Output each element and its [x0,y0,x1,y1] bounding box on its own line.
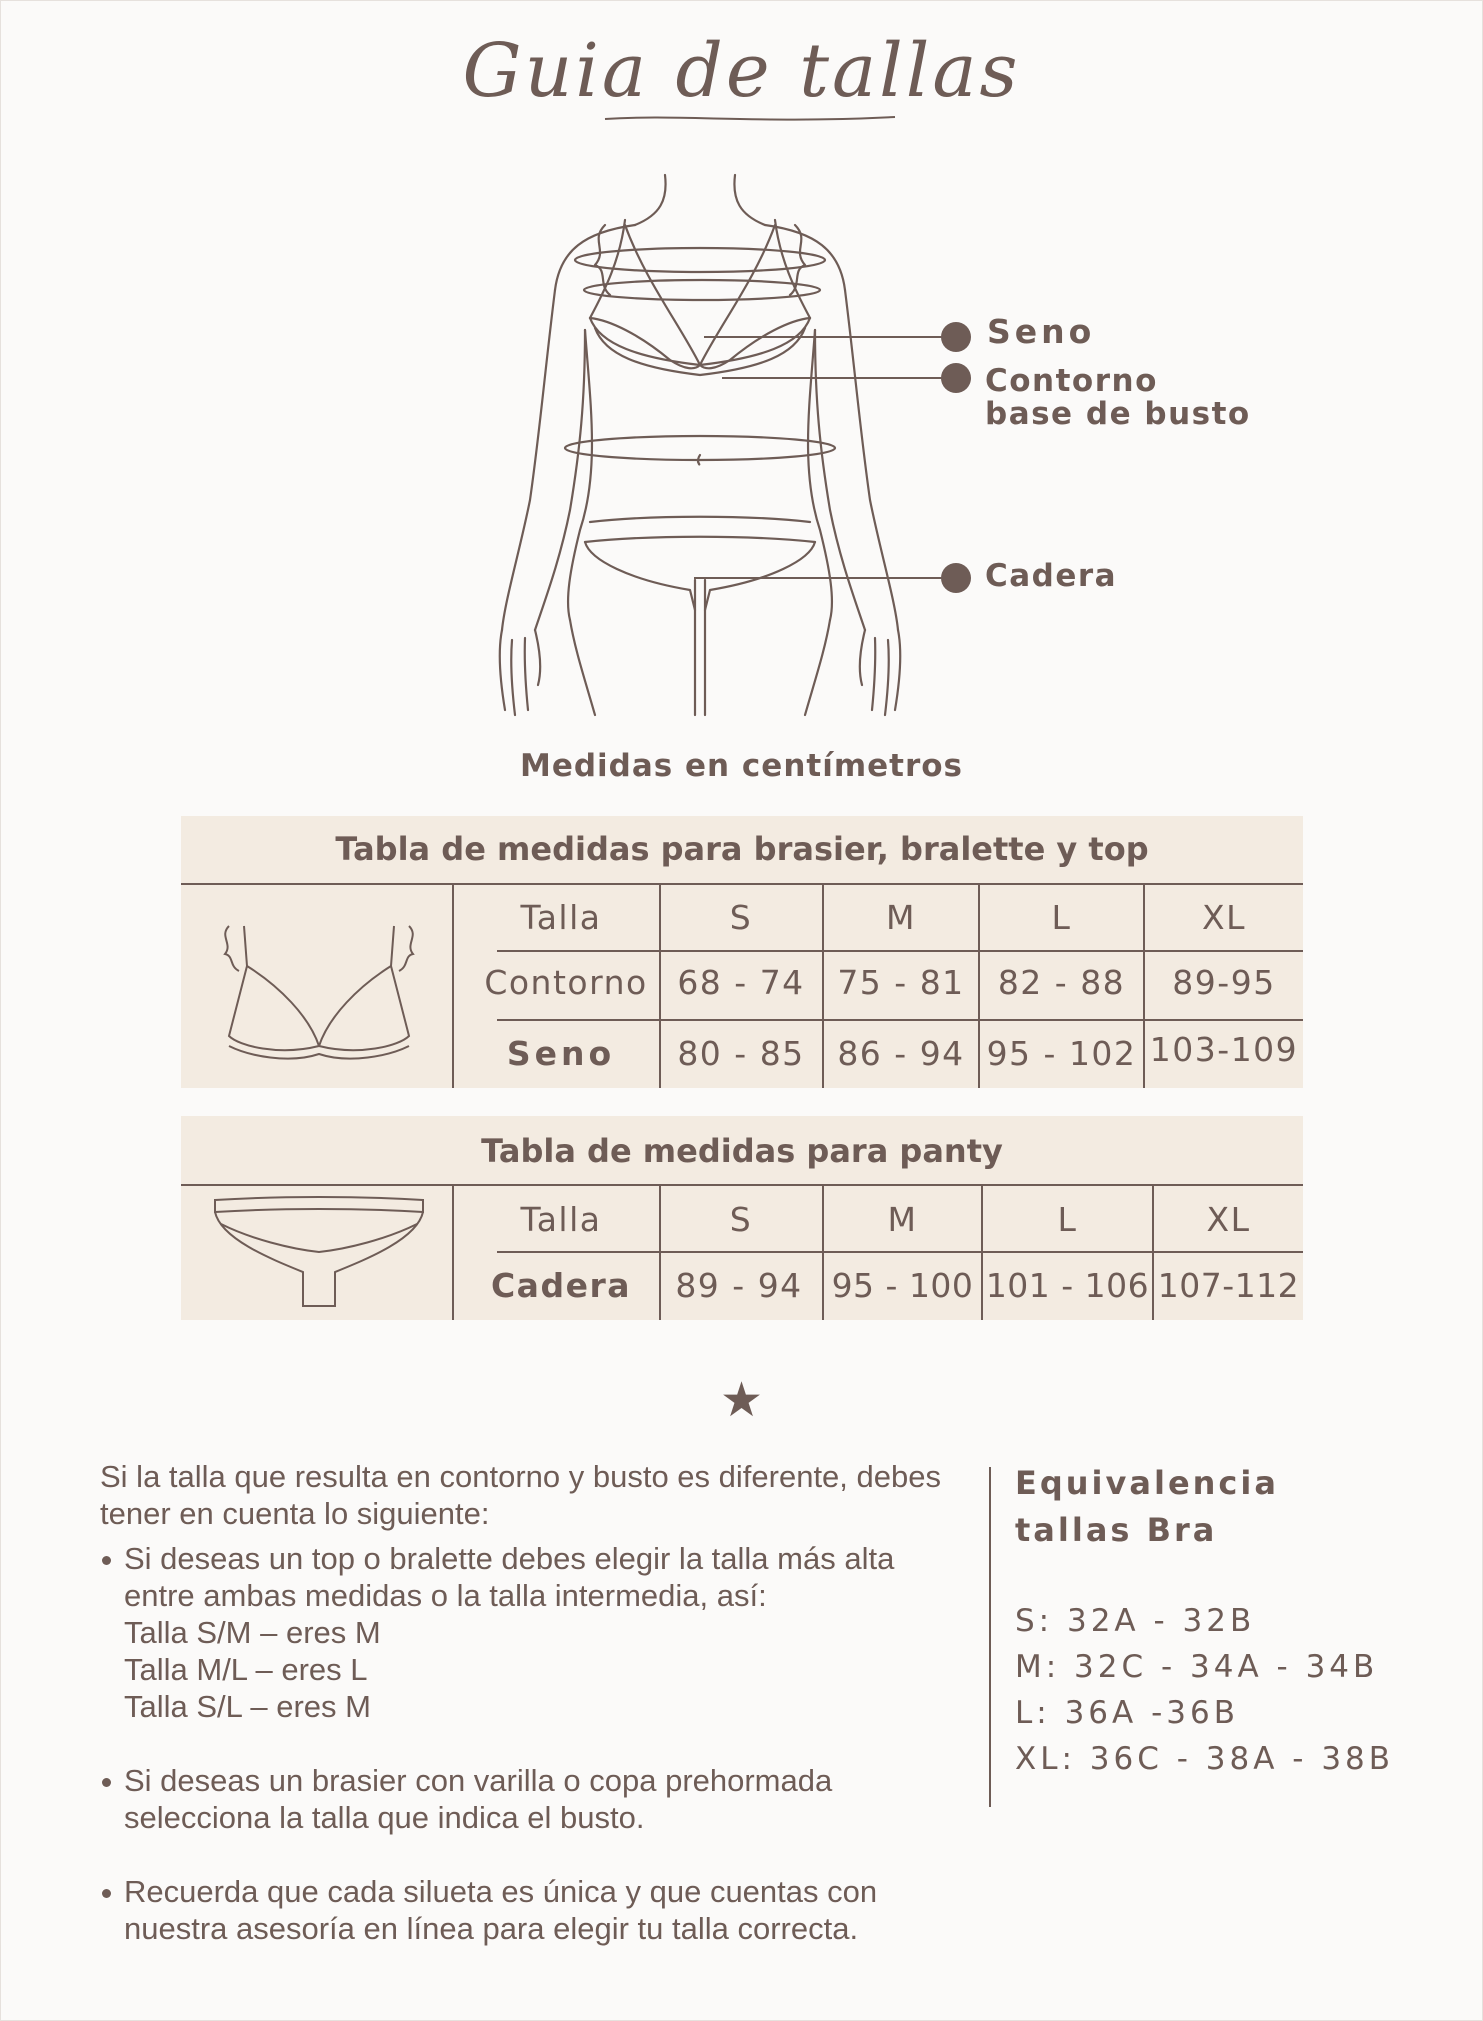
bra-table-title-rule [181,883,1303,885]
seno-leader-line [704,336,958,338]
panty-header-s: S [729,1200,753,1239]
equivalence-item-s: S: 32A - 32B [1015,1603,1256,1639]
notes-divider [989,1467,991,1807]
bra-icon [219,906,419,1066]
panty-table-title: Tabla de medidas para panty [481,1132,1003,1170]
bra-row-seno-s: 80 - 85 [677,1034,805,1073]
panty-table-row-rule-1 [497,1251,1303,1253]
contorno-leader-line [722,377,958,379]
cadera-label: Cadera [985,558,1118,594]
equivalence-list [1015,1598,1394,1782]
fit-notes [100,1458,980,1947]
bra-header-m: M [886,898,916,937]
bra-table-title: Tabla de medidas para brasier, bralette y top [335,830,1149,868]
panty-header-talla: Talla [520,1200,602,1239]
panty-header-l: L [1057,1200,1078,1239]
contorno-marker-dot [941,363,971,393]
bra-size-table [181,816,1303,1088]
seno-marker-dot [941,322,971,352]
cadera-marker-dot [941,563,971,593]
equivalence-item-l: L: 36A -36B [1015,1695,1239,1731]
note-bullet-3-line1: Recuerda que cada silueta es única y que cuentas con [100,1873,980,1910]
panty-row-cadera-m: 95 - 100 [831,1266,974,1305]
star-icon: ★ [720,1374,764,1427]
body-figure-illustration [490,170,910,720]
equivalence-item-xl: XL: 36C - 38A - 38B [1015,1741,1395,1777]
bra-row-seno-xl: 103-109 [1149,1030,1299,1069]
bra-table-image-divider [452,883,454,1088]
panty-header-m: M [887,1200,918,1239]
bra-table-row-rule-1 [497,950,1303,952]
bra-table-row-rule-2 [497,1019,1303,1021]
panty-row-cadera-s: 89 - 94 [675,1266,803,1305]
note-bullet-3-line2: nuestra asesoría en línea para elegir tu talla correcta. [124,1911,859,1946]
bra-row-seno-m: 86 - 94 [837,1034,965,1073]
contorno-label-line2: base de busto [985,396,1251,432]
panty-row-cadera-xl: 107-112 [1157,1266,1300,1305]
units-note: Medidas en centímetros [519,748,964,784]
note-bullet-2-line2: selecciona la talla que indica el busto. [124,1800,645,1835]
notes-intro-line2: tener en cuenta lo siguiente: [100,1496,490,1531]
note-bullet-1-line1: Si deseas un top o bralette debes elegir la talla más alta [100,1540,980,1577]
panty-icon [211,1194,427,1314]
note-bullet-2-line1: Si deseas un brasier con varilla o copa prehormada [100,1762,980,1799]
bra-row-contorno-label: Contorno [484,963,648,1002]
seno-label: Seno [987,312,1096,351]
note-bullet-1-line2: entre ambas medidas o la talla intermedia, así: [124,1578,767,1613]
contorno-label-line1: Contorno [985,363,1158,399]
bra-row-contorno-l: 82 - 88 [997,963,1126,1002]
title-flourish [600,112,900,126]
bra-row-contorno-m: 75 - 81 [837,963,965,1002]
panty-row-cadera-l: 101 - 106 [985,1266,1150,1305]
note-bullet-1-line4: Talla M/L – eres L [124,1652,368,1687]
equivalence-title [1015,1460,1279,1554]
page-title: Guia de tallas [462,28,1021,114]
bra-row-seno-label: Seno [506,1034,616,1073]
equivalence-item-m: M: 32C - 34A - 34B [1015,1649,1379,1685]
bra-header-s: S [729,898,753,937]
bra-row-contorno-xl: 89-95 [1172,963,1276,1002]
bra-row-seno-l: 95 - 102 [986,1034,1137,1073]
bra-header-xl: XL [1202,898,1246,937]
panty-row-cadera-label: Cadera [490,1266,632,1305]
cadera-leader-line [694,577,958,579]
panty-table-image-divider [452,1184,454,1320]
notes-intro-line1: Si la talla que resulta en contorno y busto es diferente, debes [100,1459,941,1494]
bra-header-talla: Talla [520,898,602,937]
equivalence-title-line1: Equivalencia [1015,1464,1279,1502]
note-bullet-1-line3: Talla S/M – eres M [124,1615,381,1650]
panty-table-title-rule [181,1184,1303,1186]
panty-size-table [181,1116,1303,1320]
note-bullet-1-line5: Talla S/L – eres M [124,1689,371,1724]
bra-header-l: L [1051,898,1072,937]
equivalence-title-line2: tallas Bra [1015,1511,1218,1549]
panty-header-xl: XL [1206,1200,1251,1239]
bra-row-contorno-s: 68 - 74 [677,963,805,1002]
